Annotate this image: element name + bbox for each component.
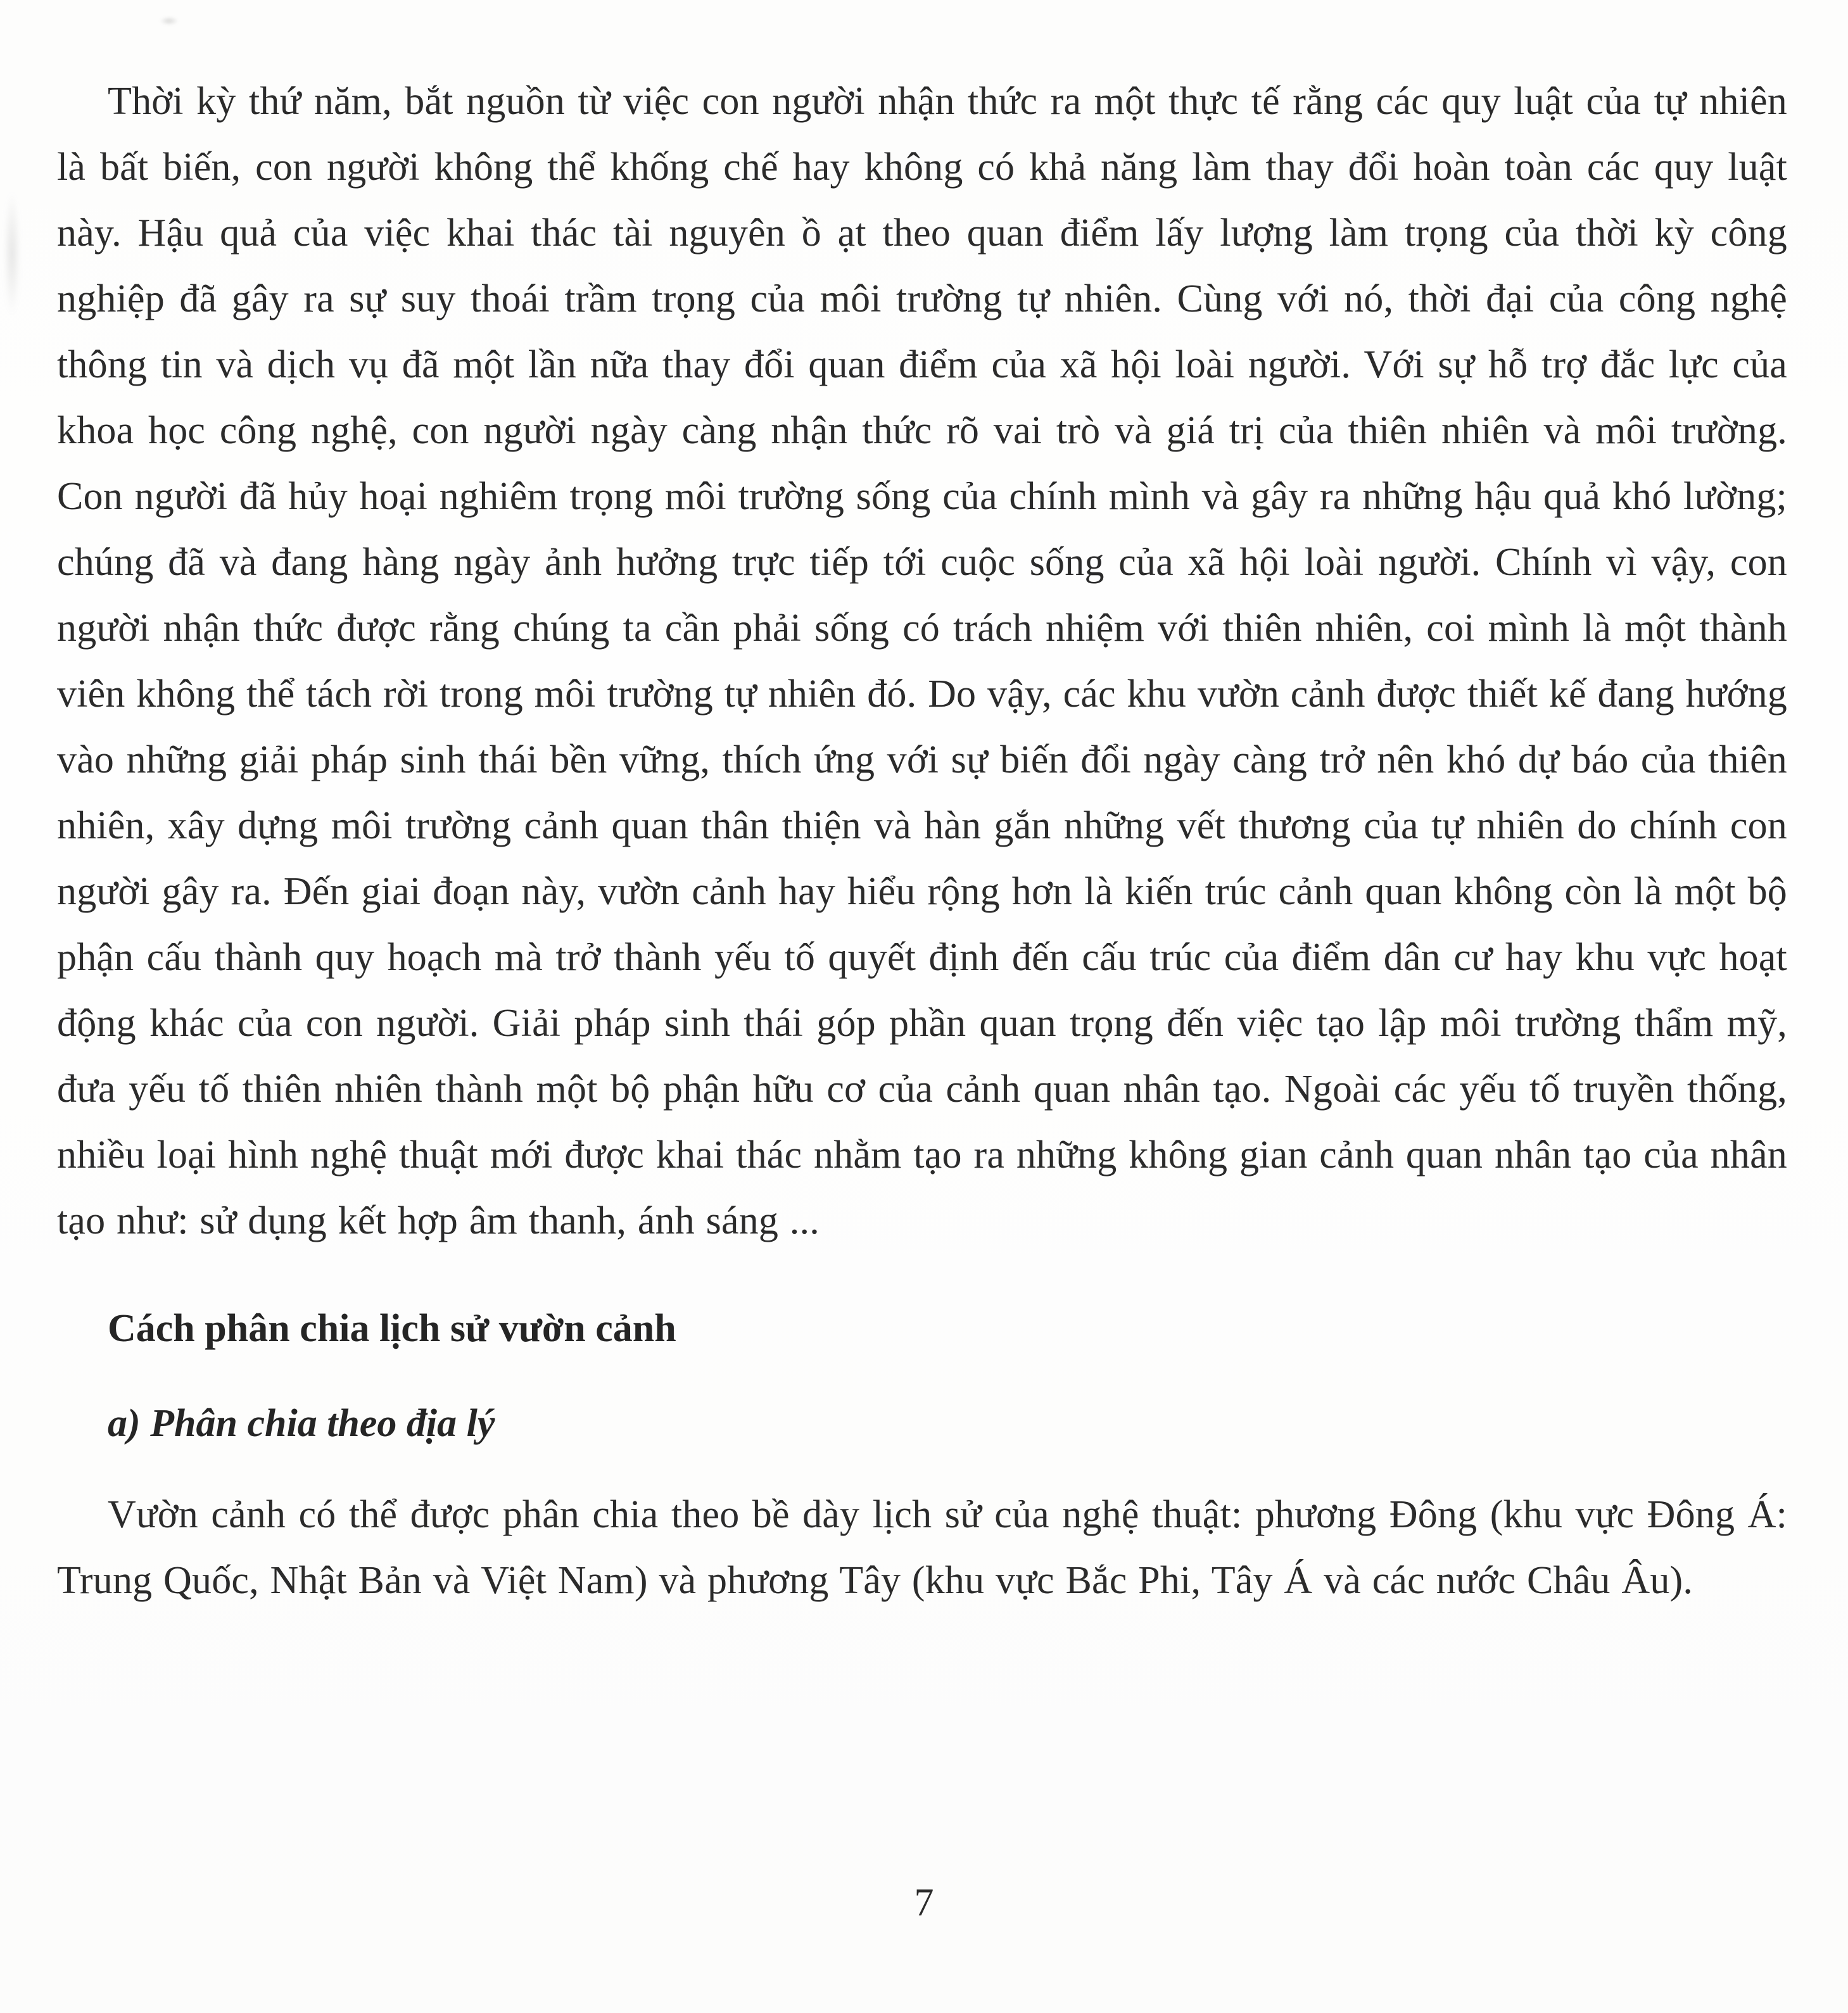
subsection-heading-geographic-division: a) Phân chia theo địa lý (108, 1402, 495, 1445)
paragraph-fifth-period: Thời kỳ thứ năm, bắt nguồn từ việc con người nhận thức ra một thực tế rằng các quy luật của tự nhiên là bất biến, con người không thể khống chế hay không có khả năng làm thay đổi hoàn toàn các quy luật này. Hậu quả của việc khai thác tài nguyên ồ ạt theo quan điểm lấy lượng làm trọng của thời kỳ công nghiệp đã gây ra sự suy thoái trầm trọng của môi trường tự nhiên. Cùng với nó, thời đại của công nghệ thông tin và dịch vụ đã một lần nữa thay đổi quan điểm của xã hội loài người. Với sự hỗ trợ đắc lực của khoa học công nghệ, con người ngày càng nhận thức rõ vai trò và giá trị của thiên nhiên và môi trường. Con người đã hủy hoại nghiêm trọng môi trường sống của chính mình và gây ra những hậu quả khó lường; chúng đã và đang hàng ngày ảnh hưởng trực tiếp tới cuộc sống của xã hội loài người. Chính vì vậy, con người nhận thức được rằng chúng ta cần phải sống có trách nhiệm với thiên nhiên, coi mình là một thành viên không thể tách rời trong môi trường tự nhiên đó. Do vậy, các khu vườn cảnh được thiết kế đang hướng vào những giải pháp sinh thái bền vững, thích ứng với sự biến đổi ngày càng trở nên khó dự báo của thiên nhiên, xây dựng môi trường cảnh quan thân thiện và hàn gắn những vết thương của tự nhiên do chính con người gây ra. Đến giai đoạn này, vườn cảnh hay hiểu rộng hơn là kiến trúc cảnh quan không còn là một bộ phận cấu thành quy hoạch mà trở thành yếu tố quyết định đến cấu trúc của điểm dân cư hay khu vực hoạt động khác của con người. Giải pháp sinh thái góp phần quan trọng đến việc tạo lập môi trường thẩm mỹ, đưa yếu tố thiên nhiên thành một bộ phận hữu cơ của cảnh quan nhân tạo. Ngoài các yếu tố truyền thống, nhiều loại hình nghệ thuật mới được khai thác nhằm tạo ra những không gian cảnh quan nhân tạo của nhân tạo như: sử dụng kết hợp âm thanh, ánh sáng ... (57, 80, 1787, 1242)
page-number: 7 (914, 1881, 934, 1924)
page-content (57, 68, 1787, 1613)
scan-speck-artifact (160, 16, 179, 25)
scan-smudge-artifact (4, 190, 20, 317)
paragraph-geographic-division: Vườn cảnh có thể được phân chia theo bề dày lịch sử của nghệ thuật: phương Đông (khu vực Đông Á: Trung Quốc, Nhật Bản và Việt Nam) và phương Tây (khu vực Bắc Phi, Tây Á và các nước Châu Âu). (57, 1493, 1787, 1602)
section-heading-garden-history-division: Cách phân chia lịch sử vườn cảnh (108, 1307, 676, 1350)
